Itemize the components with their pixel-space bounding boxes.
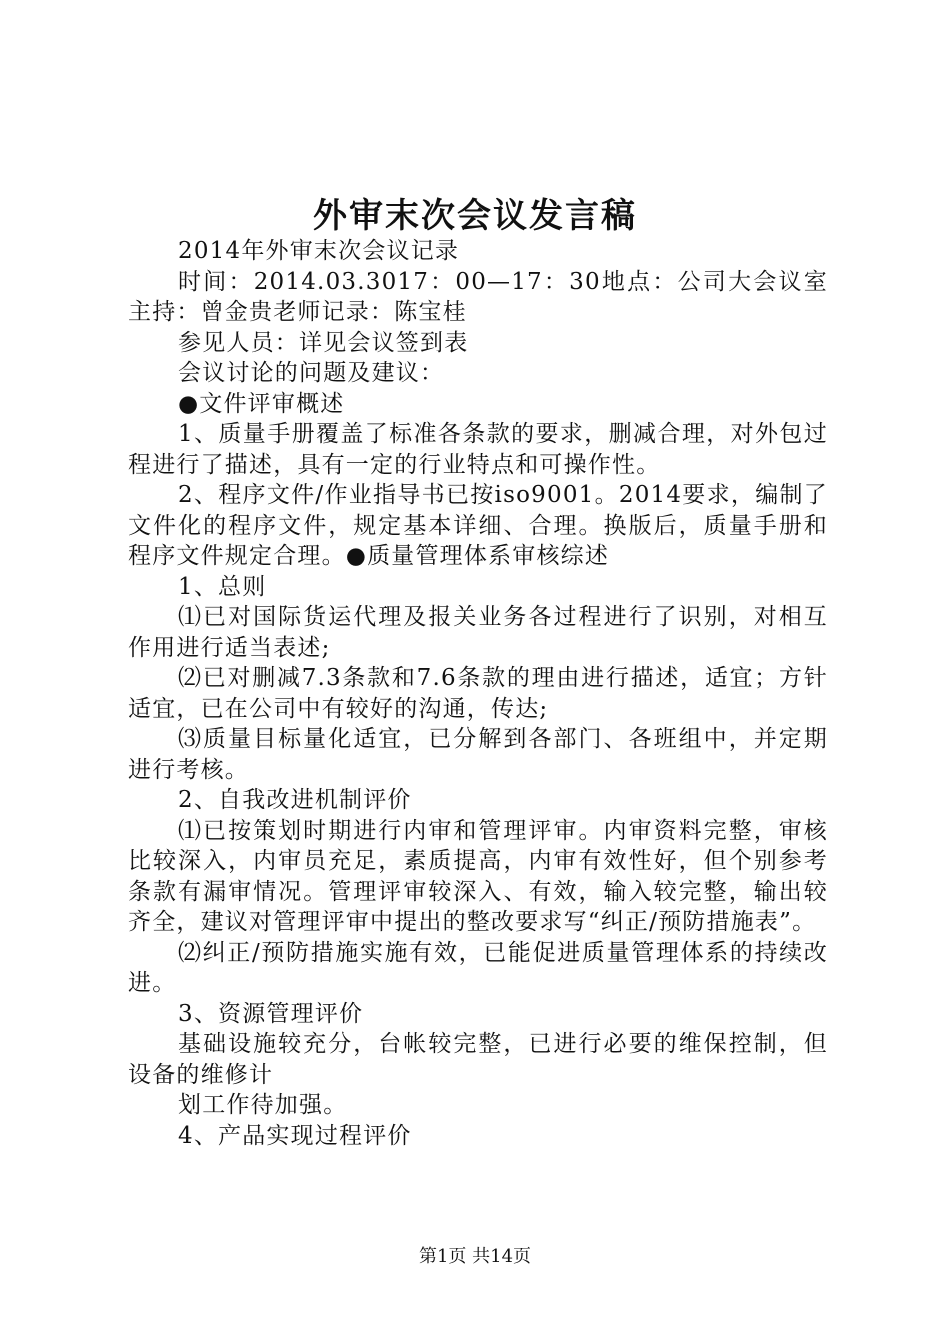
paragraph: ⑵已对删减7.3条款和7.6条款的理由进行描述，适宜；方针适宜，已在公司中有较好的沟通，传达; — [128, 665, 828, 722]
paragraph: 2014年外审末次会议记录 — [178, 238, 460, 264]
document-body — [128, 236, 828, 1151]
paragraph: ⑴已对国际货运代理及报关业务各过程进行了识别，对相互作用进行适当表述; — [128, 604, 828, 661]
paragraph: 会议讨论的问题及建议： — [178, 360, 445, 386]
paragraph: 参见人员：详见会议签到表 — [178, 329, 469, 356]
section-heading: 2、自我改进机制评价 — [178, 787, 412, 813]
paragraph: ⑴已按策划时期进行内审和管理评审。内审资料完整，审核比较深入，内审员充足，素质提高，内审有效性好，但个别参考条款有漏审情况。管理评审较深入、有效，输入较完整，输出较齐全，建议对管理评审中提出的整改要求写“纠正/预防措施表”。 — [128, 817, 828, 935]
paragraph: ⑶质量目标量化适宜，已分解到各部门、各班组中，并定期进行考核。 — [128, 726, 828, 783]
page-footer: 第1页 共14页 — [418, 1246, 532, 1267]
paragraph: 1、质量手册覆盖了标准各条款的要求，删减合理，对外包过程进行了描述，具有一定的行业特点和可操作性。 — [128, 421, 828, 478]
paragraph: ⑵纠正/预防措施实施有效，已能促进质量管理体系的持续改进。 — [128, 939, 828, 996]
document-title: 外审末次会议发言稿 — [313, 196, 637, 236]
section-heading: ●文件评审概述 — [178, 390, 345, 417]
paragraph: 划工作待加强。 — [178, 1092, 348, 1118]
section-heading: 3、资源管理评价 — [178, 1000, 364, 1027]
section-heading: 4、产品实现过程评价 — [178, 1122, 412, 1149]
paragraph: 基础设施较充分，台帐较完整，已进行必要的维保控制，但设备的维修计 — [128, 1031, 828, 1088]
section-heading: 1、总则 — [178, 573, 267, 600]
paragraph: 时间：2014.03.3017：00—17：30地点：公司大会议室主持：曾金贵老师记录：陈宝桂 — [128, 268, 828, 325]
paragraph: 2、程序文件/作业指导书已按iso9001。2014要求，编制了文件化的程序文件，规定基本详细、合理。换版后，质量手册和程序文件规定合理。●质量管理体系审核综述 — [128, 482, 828, 569]
